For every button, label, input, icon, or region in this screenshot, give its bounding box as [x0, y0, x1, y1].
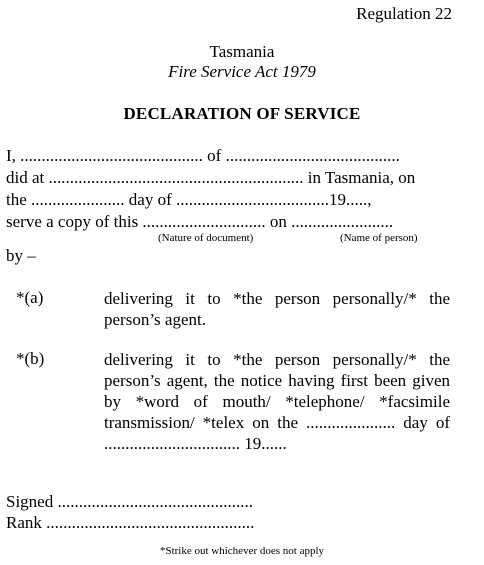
caption-name-of-person: (Name of person)	[340, 232, 418, 244]
rank-line: Rank .................................................	[6, 513, 255, 532]
form-line-name: I, ........................................... of .........................................	[6, 146, 400, 165]
act-title: Fire Service Act 1979	[168, 62, 316, 81]
signed-line: Signed ..............................................	[6, 492, 253, 511]
form-line-document: serve a copy of this ............................. on ........................	[6, 212, 394, 231]
item-a-text	[104, 288, 450, 330]
item-b-line: delivering it to *the person personally/* the	[104, 350, 450, 369]
declaration-heading: DECLARATION OF SERVICE	[123, 104, 361, 123]
item-a-line: delivering it to *the person personally/* the	[104, 289, 450, 308]
item-a-line: person’s agent.	[104, 310, 206, 329]
item-b-line: by *word of mouth/ *telephone/ *facsimile	[104, 392, 450, 411]
form-line-date: the ...................... day of ....................................19.....,	[6, 190, 372, 209]
item-a-label: *(a)	[16, 288, 44, 307]
item-b-line: transmission/ *telex on the ..................... day of	[104, 413, 450, 432]
caption-nature-of-document: (Nature of document)	[158, 232, 254, 244]
item-b-label: *(b)	[16, 349, 45, 368]
footnote: *Strike out whichever does not apply	[159, 545, 325, 557]
jurisdiction-title: Tasmania	[209, 42, 275, 61]
item-b-line: person’s agent, the notice having first been given	[104, 371, 450, 390]
item-b-text	[104, 349, 450, 454]
regulation-number: Regulation 22	[356, 4, 452, 23]
item-b-line: ................................ 19......	[104, 434, 287, 453]
form-line-place: did at ............................................................ in Tasmania, on	[6, 168, 416, 187]
by-label: by –	[6, 246, 36, 265]
